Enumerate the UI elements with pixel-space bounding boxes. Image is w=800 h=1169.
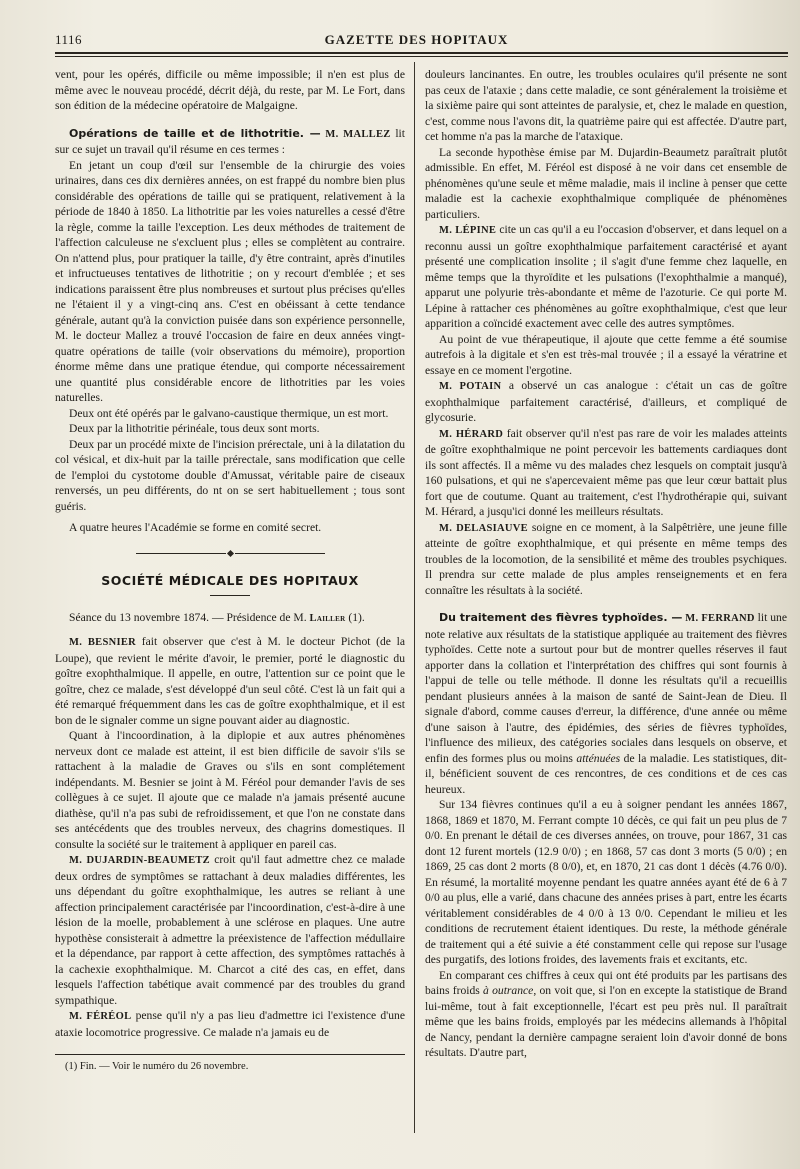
- paragraph: En jetant un coup d'œil sur l'ensemble de la chirurgie des voies urinaires, dans ces dix dernières années, on est frappé du nombre bien plus considérable des opérations de taille qui se pratiquent, relativement à la période de 1840 à 1850. La lithotritie par les voies naturelles a cessé d'être la règle, comme la taille l'exception. Les deux méthodes de traitement de l'affection calculeuse ne s'excluent plus ; elles se complètent au contraire. On n'attend plus, pour pratiquer la taille, d'y être contraint, après d'inutiles et infructueuses tentatives de lithotritie ; on y recourt d'emblée ; et ses indications paraissent être plus nombreuses et surtout plus précises qu'elles ne l'étaient il y a vingt-cinq ans. C'est en obéissant à cette tendance générale, autant qu'à la conviction puisée dans son expérience personnelle, M. le docteur Mallez a trouvé l'occasion de faire en deux années vingt-quatre opérations de taille (voir observations du mémoire), proportion énorme même dans une pratique étendue, qui comporte nécessairement une quantité plus considérable encore de lithotrities par les voies naturelles.: [55, 158, 405, 404]
- paragraph-text: lit une note relative aux résultats de la statistique appliquée au traitement des fièvres typhoïdes. Cette note a surtout pour but de montrer quelles réserves il faut apporter dans la collation et l'interprétation des chiffres qui sont fournis à l'appui de telle ou telle méthode. Il donne les résultats qu'il a recueillis pendant plusieurs années à la maison de santé de Saint-Jean de Dieu. Il signale d'abord, comme causes d'erreur, la différence, d'une année ou même d'une saison à l'autre, des épidémies, des séries de fièvres typhoïdes, l'influence des milieux, des catégories sociales dans lesquels on observe, et enfin des formes plus ou moins: [425, 611, 787, 765]
- paragraph-text: fait observer que c'est à M. le docteur Pichot (de la Loupe), que revient le mérite d'avoir, le premier, porté le diagnostic du goître exophthalmique. Il appelle, en outre, l'attention sur ce point que le goître, chez ce malade, s'est développé d'un seul côté. C'est là un fait qui a été remarqué fréquemment dans les cas de goître exophthalmique, et il est bon de le signaler comme un signe pouvant aider au diagnostic.: [55, 635, 405, 727]
- paragraph-herard: [425, 426, 787, 520]
- paragraph-delasiauve: [425, 520, 787, 599]
- paragraph-text: croit qu'il faut admettre chez ce malade deux ordres de symptômes se rattachant à deux maladies différentes, les uns dépendant du goître exophthalmique, les autres se reliant à une affection principalement caractérisée par l'incoordination, c'est-à-dire à une lésion de la moelle, probablement à une sclérose en plaques. Une autre hypothèse consisterait à admettre la préexistence de l'affection médullaire et la dépendance, par rapport à cette affection, des symptômes rattachés à la cachexie exophthalmique. M. Charcot a cité des cas, en effet, dans lesquels l'affection tabétique avait commencé par des troubles du grand sympathique.: [55, 853, 405, 1007]
- footnote-ref: (1).: [345, 610, 365, 624]
- paragraph-text: a observé un cas analogue : c'était un cas de goître exophthalmique parfaitement caractérisé, d'ailleurs, et compliqué de glycosurie.: [425, 379, 787, 424]
- speaker-name: M. HÉRARD: [439, 428, 504, 440]
- speaker-name: M. DELASIAUVE: [439, 522, 528, 534]
- paragraph: Deux par un procédé mixte de l'incision prérectale, uni à la dilatation du col vésical, et dix-huit par la taille prérectale, sans modification que celle de l'emploi du cystotome double d'Amussat, véritable paire de ciseaux renversés, un peu différents, do nt on se sert habituellement ; tous sont guéris.: [55, 437, 405, 513]
- president-name: Lailler: [309, 612, 346, 624]
- header-rule-thin: [55, 56, 788, 57]
- paragraph-text: En comparant ces chiffres à ceux qui ont été produits par les partisans des bains froids: [425, 968, 787, 997]
- column-divider: [414, 62, 415, 1133]
- paragraph-ferrand: [425, 610, 787, 797]
- speaker-name: M. BESNIER: [69, 637, 137, 648]
- short-rule: [210, 595, 250, 596]
- paragraph-fereol: [55, 1008, 405, 1040]
- paragraph-text: de la maladie. Les statistiques, dit-il, bénéficient souvent de ces rencontres, de ces conditions et de ces cas heureux.: [425, 751, 787, 796]
- speaker-name: M. FERRAND: [685, 613, 755, 624]
- page-number: 1116: [55, 32, 83, 47]
- footnote: (1) Fin. — Voir le numéro du 26 novembre.: [65, 1061, 249, 1072]
- section-title: SOCIÉTÉ MÉDICALE DES HOPITAUX: [101, 573, 359, 588]
- paragraph: vent, pour les opérés, difficile ou même impossible; il n'en est plus de même avec le nouveau procédé, décrit déjà, du reste, par M. Le Fort, dans son édition de la médecine opératoire de Malgaigne.: [55, 68, 405, 112]
- author-name: M. MALLEZ: [325, 128, 391, 140]
- paragraph-text: soigne en ce moment, à la Salpêtrière, une jeune fille atteinte de goître exophthalmique, et qui présente en même temps des troubles de la locomotion, de la sensibilité et même des troubles psychiques. Il prendra sur cette malade de plus amples renseignements et en fera connaître les résultats à la société.: [425, 520, 787, 597]
- paragraph-mallez: [55, 126, 405, 158]
- paragraph-potain: [425, 378, 787, 426]
- speaker-name: M. POTAIN: [439, 381, 502, 392]
- seance-text: Séance du 13 novembre 1874. — Présidence de M.: [69, 610, 307, 624]
- emphasis: à outrance: [483, 984, 534, 997]
- left-column: [55, 67, 405, 1153]
- paragraph-besnier: [55, 634, 405, 728]
- paragraph: A quatre heures l'Académie se forme en comité secret.: [69, 521, 322, 534]
- paragraph: douleurs lancinantes. En outre, les troubles oculaires qu'il présente ne sont pas ceux de l'ataxie ; dans cette maladie, ce sont généralement la troisième et la sixième paire qui sont atteintes de paralysie, et, chez le malade en question, c'est, comme nous l'avons dit, la quatrième paire qui est affectée. D'autre part, cet homme n'a pas la marche de l'ataxique.: [425, 68, 787, 143]
- speaker-name: M. DUJARDIN-BEAUMETZ: [69, 855, 210, 866]
- journal-title: GAZETTE DES HOPITAUX: [324, 32, 509, 47]
- emphasis: atténuées: [576, 751, 621, 765]
- header-rule: [55, 52, 788, 54]
- paragraph-text: fait observer qu'il n'est pas rare de voir les malades atteints de goître exophthalmique ne point percevoir les battements cardiaques dont ils sont affectés. Il a même vu des malades chez lesquels on comptait jusqu'à 160 pulsations, et qui ne s'apercevaient même pas que leur cœur battait plus fort que de coutume. Quant au traitement, c'est l'hydrothérapie qui, suivant M. Hérard, a jusqu'ici donné les meilleurs résultats.: [425, 426, 787, 518]
- paragraph-text: cite un cas qu'il a eu l'occasion d'observer, et dans lequel on a reconnu aussi un goître exophthalmique parfaitement caractérisé et ayant présenté une complication insolite ; il s'agit d'une femme chez laquelle, en même temps que la thyroïdite et les pulsations (l'exophthalmie a manqué), apparut une polyurie très-abondante et même de l'azoturie. Ce qui porte M. Lépine à rattacher ces phénomènes au goître exophthalmique, c'est que leur apparition a coïncidé exactement avec celle des autres symptômes.: [425, 223, 787, 330]
- right-column: [425, 67, 787, 1153]
- page-header: [45, 28, 788, 58]
- speaker-name: M. FÉRÉOL: [69, 1011, 132, 1022]
- paragraph: Deux ont été opérés par le galvano-caustique thermique, un est mort.: [69, 406, 389, 420]
- footnote-rule: [55, 1054, 405, 1055]
- paragraph: Deux par la lithotritie périnéale, tous deux sont morts.: [69, 422, 320, 435]
- paragraph-comparison: [425, 968, 787, 1061]
- seance-line: [55, 610, 405, 627]
- paragraph: Au point de vue thérapeutique, il ajoute que cette femme a été soumise autrefois à la digitale et s'en est très-mal trouvée ; il a essayé la vératrine et essaye en ce moment l'ergotine.: [425, 332, 787, 377]
- paragraph: La seconde hypothèse émise par M. Dujardin-Beaumetz paraîtrait plutôt admissible. En effet, M. Féréol est disposé à ne voir dans cet ensemble de phénomènes qu'une seule et même maladie, mais il incline à penser que cette maladie est la cachexie exophthalmique compliquée de phénomènes particuliers.: [425, 145, 787, 221]
- section-heading-typhoides: Du traitement des fièvres typhoïdes. —: [439, 611, 683, 624]
- paragraph-text: lit sur ce sujet un travail qu'il résume en ces termes :: [55, 126, 405, 156]
- paragraph: Sur 134 fièvres continues qu'il a eu à soigner pendant les années 1867, 1868, 1869 et 1870, M. Ferrant compte 10 décès, ce qui fait un peu plus de 7 0/0. En prenant le détail de ces diverses années, on trouve, pour 1867, 31 cas dont 12 furent mortels (12.9 0/0) ; en 1868, 57 cas dont 3 morts (5 0/0) ; en 1869, 25 cas dont 2 morts (8 0/0), et, en 1870, 21 cas dont 1 décès (4.76 0/0). En résumé, la mortalité moyenne pendant les quatre années ayant été de 6 à 7 0/0 au plus, elle a varié, dans chacune des années prises à part, entre les écarts véritablement considérables de 4 0/0 à 13 0/0. Cependant le milieu et les conditions de recrutement étaient identiques. Du reste, la méthode générale de traitement qui a été suivie a été constamment celle qui repose sur l'usage des purgatifs, des lotions froides, des lavements frais et excitants, etc.: [425, 798, 787, 966]
- paragraph-dujardin: [55, 852, 405, 1008]
- section-heading-taille: Opérations de taille et de lithotritie. —: [69, 126, 321, 140]
- paragraph: Quant à l'incoordination, à la diplopie et aux autres phénomènes nerveux dont ce malade est atteint, il est bien difficile de savoir s'ils se rattachent à la maladie de Graves ou s'ils en sont complétement indépendants. M. Besnier se joint à M. Féréol pour demander l'avis de ses collègues à ce sujet. Il ajoute que ce malade n'a jamais présenté aucune diathèse, qu'il n'a pas subi de refroidissement, et que l'on ne constate dans ses antécédents que des troubles nerveux, des chagrins domestiques. Il consulte la société sur le traitement à appliquer en pareil cas.: [55, 729, 405, 851]
- paragraph-lepine: [425, 222, 787, 332]
- paragraph-text: , on voit que, si l'on en excepte la statistique de Brand lui-même, tout à fait exceptionnelle, l'écart est peu près nul. Il paraîtrait même que les bains froids, employés par les médecins allemands à l'hôpital de Nancy, pendant la dernière campagne seraient loin d'avoir donné de bons résultats. D'autre part,: [425, 984, 787, 1059]
- separator: [55, 546, 405, 562]
- speaker-name: M. LÉPINE: [439, 225, 497, 236]
- paragraph-text: pense qu'il n'y a pas lieu d'admettre ici l'existence d'une ataxie locomotrice progressive. Ce malade n'a jamais eu de: [55, 1009, 405, 1039]
